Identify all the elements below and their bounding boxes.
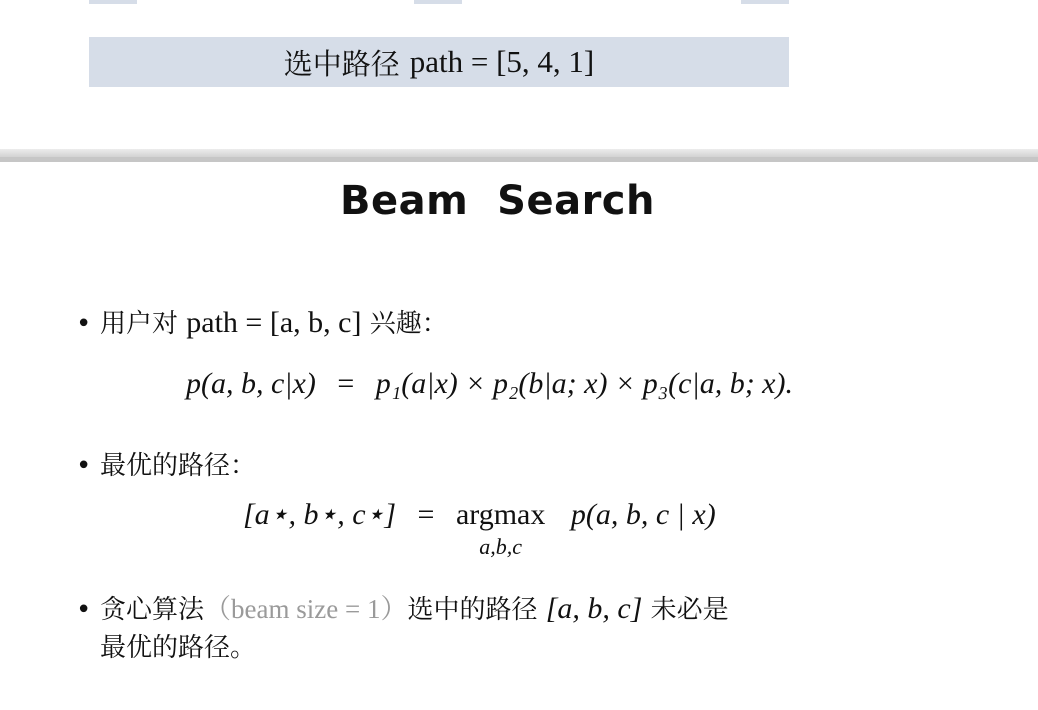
slide-divider bbox=[0, 157, 1038, 162]
argmax-label: argmax bbox=[455, 498, 546, 531]
bullet-dot: • bbox=[76, 595, 92, 625]
table-cell-fragment bbox=[741, 0, 789, 4]
bullet-dot: • bbox=[76, 451, 92, 481]
bullet-text: 最优的路径： bbox=[100, 451, 257, 481]
bullet-text: 未必是 bbox=[650, 595, 729, 625]
argmax-subscript: a,b,c bbox=[479, 534, 523, 559]
bullet-text: 用户对 bbox=[100, 309, 179, 339]
beam-size-note: （beam size = 1） bbox=[204, 594, 408, 624]
slide-title: Beam Search bbox=[340, 178, 655, 224]
bullet-text-line2: 最优的路径。 bbox=[100, 633, 257, 663]
bullet-text: 贪心算法 bbox=[100, 595, 205, 625]
argmax-operator bbox=[455, 498, 546, 559]
bullet-text: 选中的路径 bbox=[407, 595, 538, 625]
table-cell-fragment bbox=[414, 0, 462, 4]
equation-lhs: [a⋆, b⋆, c⋆] bbox=[243, 498, 397, 531]
selected-path-label: 选中路径 bbox=[283, 46, 400, 81]
bullet-dot: • bbox=[76, 309, 92, 339]
selected-path-expression: path = [5, 4, 1] bbox=[409, 44, 595, 79]
bullet-optimal-path bbox=[76, 447, 256, 485]
equation-lhs: p(a, b, c|x) bbox=[186, 367, 316, 400]
bullet-text: 兴趣： bbox=[369, 309, 448, 339]
selected-path-box bbox=[89, 37, 789, 87]
equation-rhs: p₁(a|x) × p₂(b|a; x) × p₃(c|a, b; x). bbox=[375, 367, 793, 400]
equation-rhs: p(a, b, c | x) bbox=[570, 498, 716, 531]
bullet-math: [a, b, c] bbox=[545, 592, 643, 625]
slide-divider-shadow bbox=[0, 149, 1038, 157]
bullet-greedy bbox=[76, 590, 729, 667]
table-cell-fragment bbox=[89, 0, 137, 4]
bullet-math: path = [a, b, c] bbox=[186, 306, 362, 339]
bullet-user-interest bbox=[76, 304, 448, 343]
probability-equation: p(a, b, c|x) = p₁(a|x) × p₂(b|a; x) × p₃(c|a, b; x). bbox=[186, 367, 793, 400]
argmax-equation: [a⋆, b⋆, c⋆] = argmax a,b,c p(a, b, c | x) bbox=[243, 498, 716, 559]
